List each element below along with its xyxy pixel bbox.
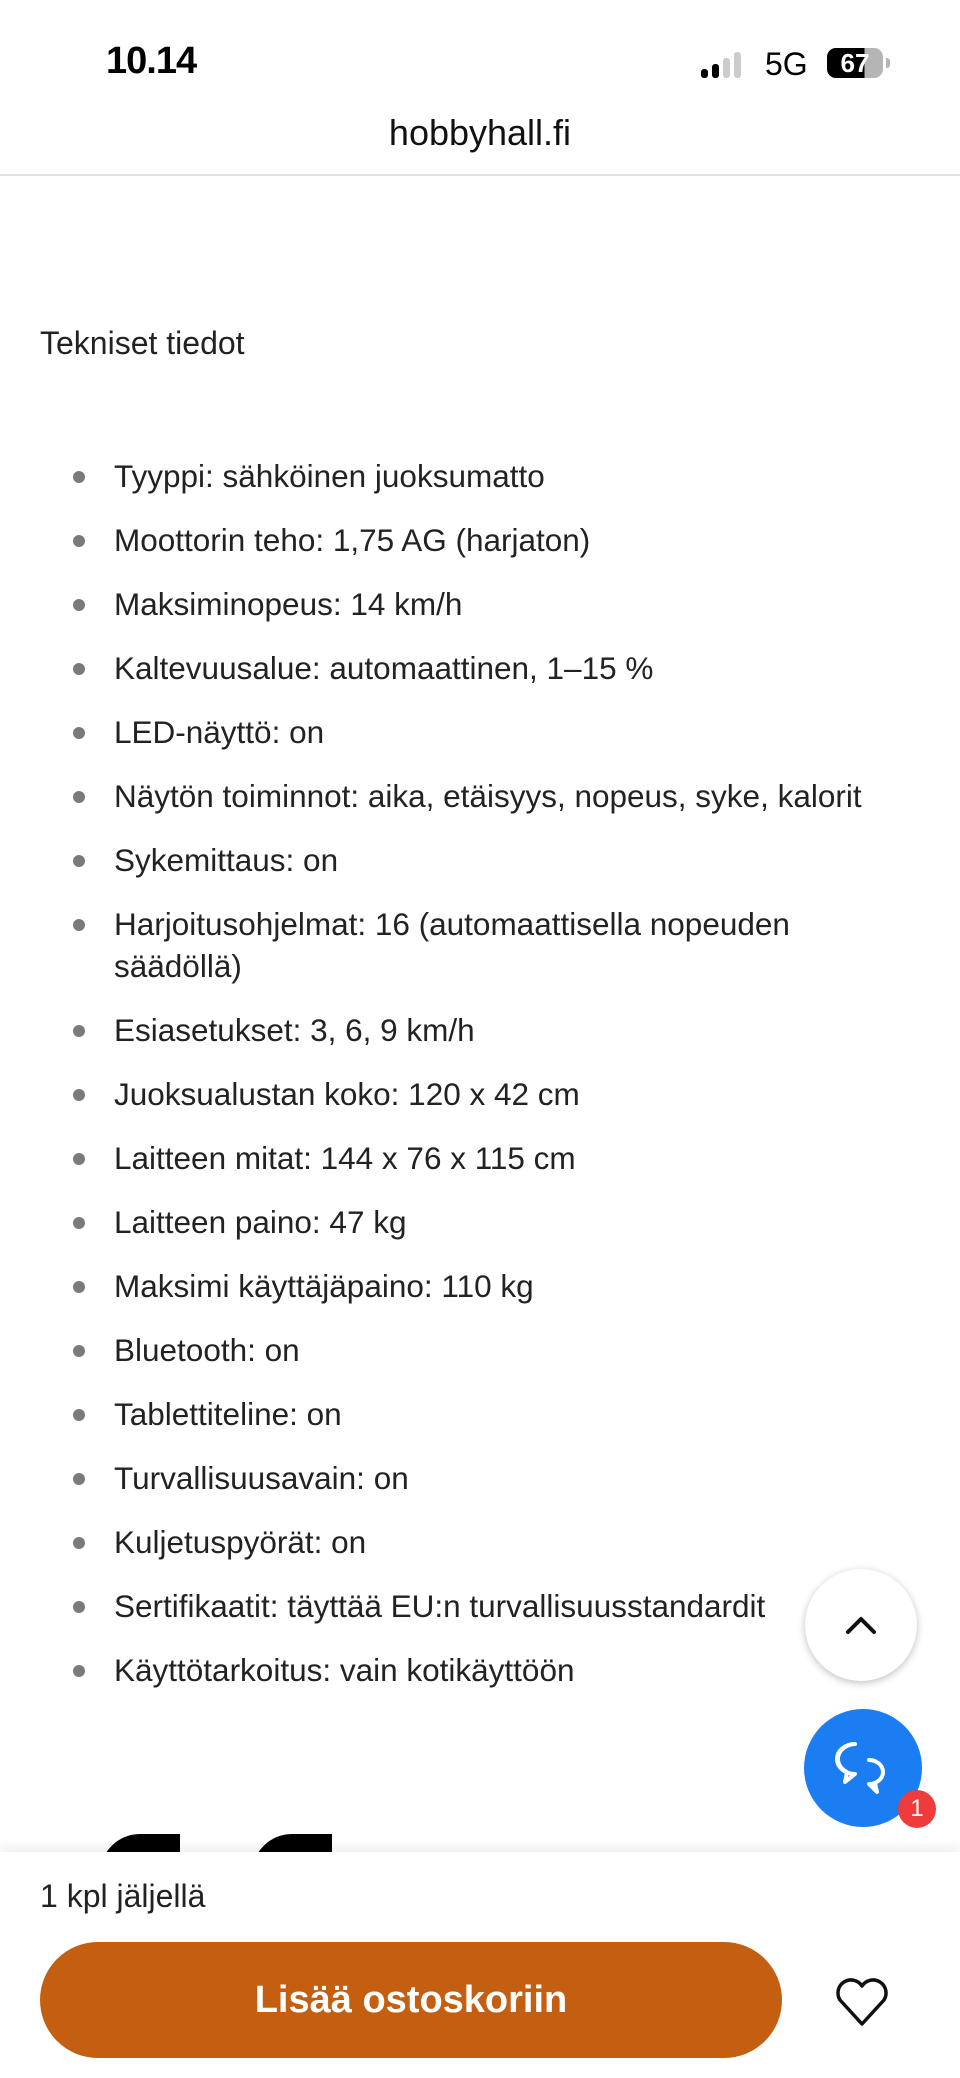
spec-item	[0, 1201, 914, 1243]
signal-icon	[701, 52, 741, 78]
spec-item	[0, 1073, 914, 1115]
spec-item	[0, 1649, 914, 1691]
header-divider	[0, 174, 960, 176]
spec-text: Kuljetuspyörät: on	[114, 1524, 367, 1560]
bullet-icon	[73, 1537, 85, 1549]
spec-text: Maksiminopeus: 14 km/h	[114, 586, 463, 622]
spec-item	[0, 1137, 914, 1179]
bullet-icon	[73, 1089, 85, 1101]
bullet-icon	[73, 919, 85, 931]
bullet-icon	[73, 1345, 85, 1357]
bullet-icon	[73, 471, 85, 483]
battery-icon: 67	[827, 48, 883, 78]
spec-item	[0, 1329, 914, 1371]
battery-tip	[886, 58, 890, 68]
spec-item	[0, 839, 914, 881]
bottom-bar	[0, 1852, 960, 2078]
network-type: 5G	[765, 46, 808, 82]
spec-text: Tablettiteline: on	[114, 1396, 342, 1432]
status-bar	[0, 0, 960, 100]
bullet-icon	[73, 663, 85, 675]
bullet-icon	[73, 1025, 85, 1037]
spec-text: Laitteen mitat: 144 x 76 x 115 cm	[114, 1140, 576, 1176]
spec-text: Esiasetukset: 3, 6, 9 km/h	[114, 1012, 475, 1048]
spec-item	[0, 903, 914, 987]
spec-text: Tyyppi: sähköinen juoksumatto	[114, 458, 545, 494]
bullet-icon	[73, 599, 85, 611]
bullet-icon	[73, 855, 85, 867]
bullet-icon	[73, 727, 85, 739]
add-to-cart-button[interactable]: Lisää ostoskoriin	[40, 1942, 782, 2058]
status-time: 10.14	[106, 40, 197, 82]
spec-text: Kaltevuusalue: automaattinen, 1–15 %	[114, 650, 654, 686]
spec-list	[0, 455, 960, 1713]
spec-text: Käyttötarkoitus: vain kotikäyttöön	[114, 1652, 575, 1688]
spec-text: LED-näyttö: on	[114, 714, 325, 750]
spec-item	[0, 1393, 914, 1435]
spec-text: Moottorin teho: 1,75 AG (harjaton)	[114, 522, 591, 558]
spec-item	[0, 1265, 914, 1307]
spec-text: Juoksualustan koko: 120 x 42 cm	[114, 1076, 580, 1112]
spec-text: Näytön toiminnot: aika, etäisyys, nopeus, syke, kalorit	[114, 778, 862, 814]
bullet-icon	[73, 791, 85, 803]
address-bar-url[interactable]: hobbyhall.fi	[388, 112, 572, 153]
bullet-icon	[73, 1217, 85, 1229]
spec-item	[0, 1009, 914, 1051]
bullet-icon	[73, 535, 85, 547]
spec-item	[0, 1521, 914, 1563]
spec-text: Bluetooth: on	[114, 1332, 300, 1368]
spec-item	[0, 455, 914, 497]
bullet-icon	[73, 1153, 85, 1165]
spec-text: Laitteen paino: 47 kg	[114, 1204, 407, 1240]
spec-text: Sertifikaatit: täyttää EU:n turvallisuusstandardit	[114, 1588, 766, 1624]
bullet-icon	[73, 1409, 85, 1421]
spec-item	[0, 711, 914, 753]
spec-item	[0, 1457, 914, 1499]
chat-notification-badge: 1	[898, 1790, 936, 1828]
spec-text: Harjoitusohjelmat: 16 (automaattisella nopeuden säädöllä)	[114, 906, 790, 984]
spec-item	[0, 1585, 914, 1627]
spec-item	[0, 647, 914, 689]
chevron-up-icon	[844, 1614, 878, 1636]
bullet-icon	[73, 1473, 85, 1485]
bullet-icon	[73, 1601, 85, 1613]
spec-text: Sykemittaus: on	[114, 842, 339, 878]
spec-item	[0, 583, 914, 625]
spec-text: Turvallisuusavain: on	[114, 1460, 409, 1496]
spec-text: Maksimi käyttäjäpaino: 110 kg	[114, 1268, 534, 1304]
scroll-to-top-button[interactable]	[805, 1569, 917, 1681]
bullet-icon	[73, 1665, 85, 1677]
chat-bubbles-icon	[831, 1740, 895, 1796]
spec-item	[0, 519, 914, 561]
spec-item	[0, 775, 914, 817]
heart-icon[interactable]	[832, 1972, 892, 2032]
bullet-icon	[73, 1281, 85, 1293]
stock-status: 1 kpl jäljellä	[40, 1878, 206, 1914]
section-heading: Tekniset tiedot	[40, 325, 245, 361]
